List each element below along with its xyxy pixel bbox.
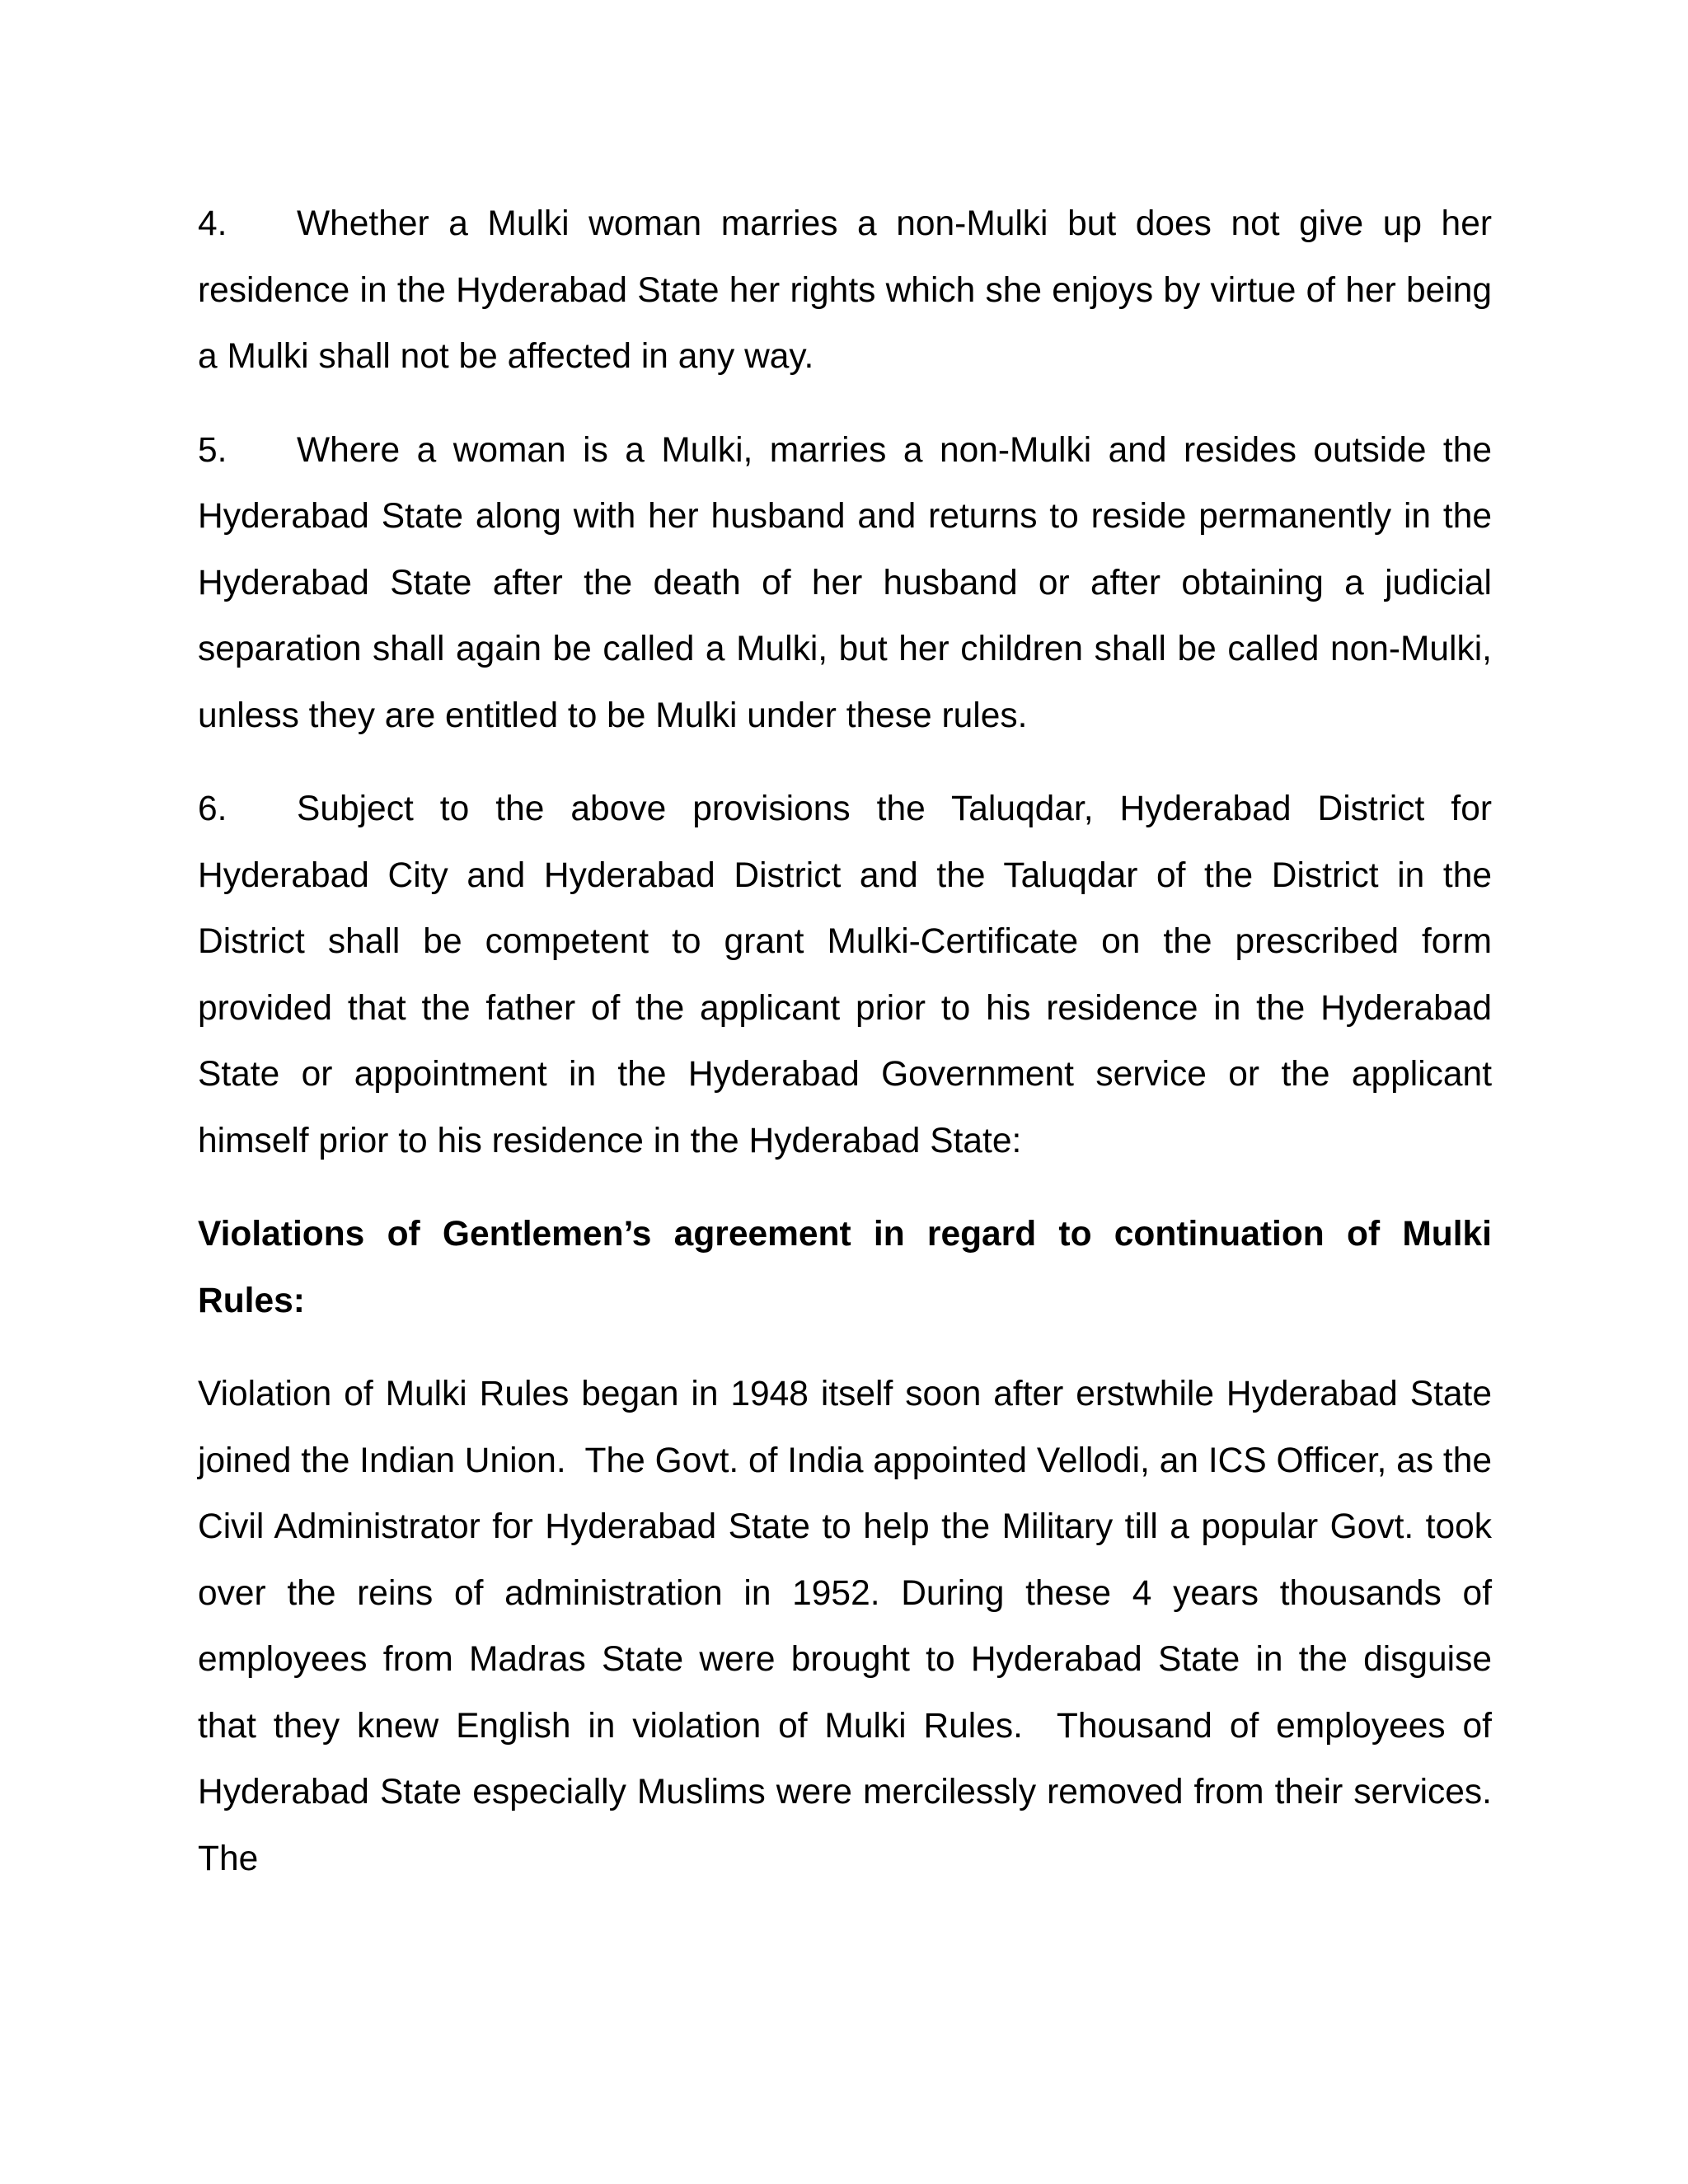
- rule-4-number: 4.: [198, 204, 227, 243]
- rule-4-paragraph: [198, 191, 1492, 391]
- rule-6-text: Subject to the above provisions the Taluqdar, Hyderabad District for Hyderabad City and Hyderabad District and the Taluqdar of the District in the District shall be competent to grant Mulki-Certificate on the prescribed form provided that the father of the applicant prior to his residence in the Hyderabad State or appointment in the Hyderabad Government service or the applicant himself prior to his residence in the Hyderabad State:: [198, 790, 1492, 1160]
- rule-6-paragraph: [198, 776, 1492, 1174]
- section-body-paragraph: Violation of Mulki Rules began in 1948 itself soon after erstwhile Hyderabad State joined the Indian Union. The Govt. of India appointed Vellodi, an ICS Officer, as the Civil Administrator for Hyderabad State to help the Military till a popular Govt. took over the reins of administration in 1952. During these 4 years thousands of employees from Madras State were brought to Hyderabad State in the disguise that they knew English in violation of Mulki Rules. Thousand of employees of Hyderabad State especially Muslims were mercilessly removed from their services. The: [198, 1375, 1512, 1878]
- rule-5-number: 5.: [198, 430, 227, 470]
- rule-6-number: 6.: [198, 790, 227, 828]
- document-page: [198, 191, 1512, 1919]
- rule-4-text: Whether a Mulki woman marries a non-Mulki but does not give up her residence in the Hyderabad State her rights which she enjoys by virtue of her being a Mulki shall not be affected in any way.: [198, 204, 1492, 376]
- section-heading: Violations of Gentlemen’s agreement in regard to continuation of Mulki Rules:: [198, 1215, 1492, 1320]
- rule-5-paragraph: [198, 418, 1492, 750]
- rule-5-text: Where a woman is a Mulki, marries a non-Mulki and resides outside the Hyderabad State along with her husband and returns to reside permanently in the Hyderabad State after the death of her husband or after obtaining a judicial separation shall again be called a Mulki, but her children shall be called non-Mulki, unless they are entitled to be Mulki under these rules.: [198, 430, 1492, 735]
